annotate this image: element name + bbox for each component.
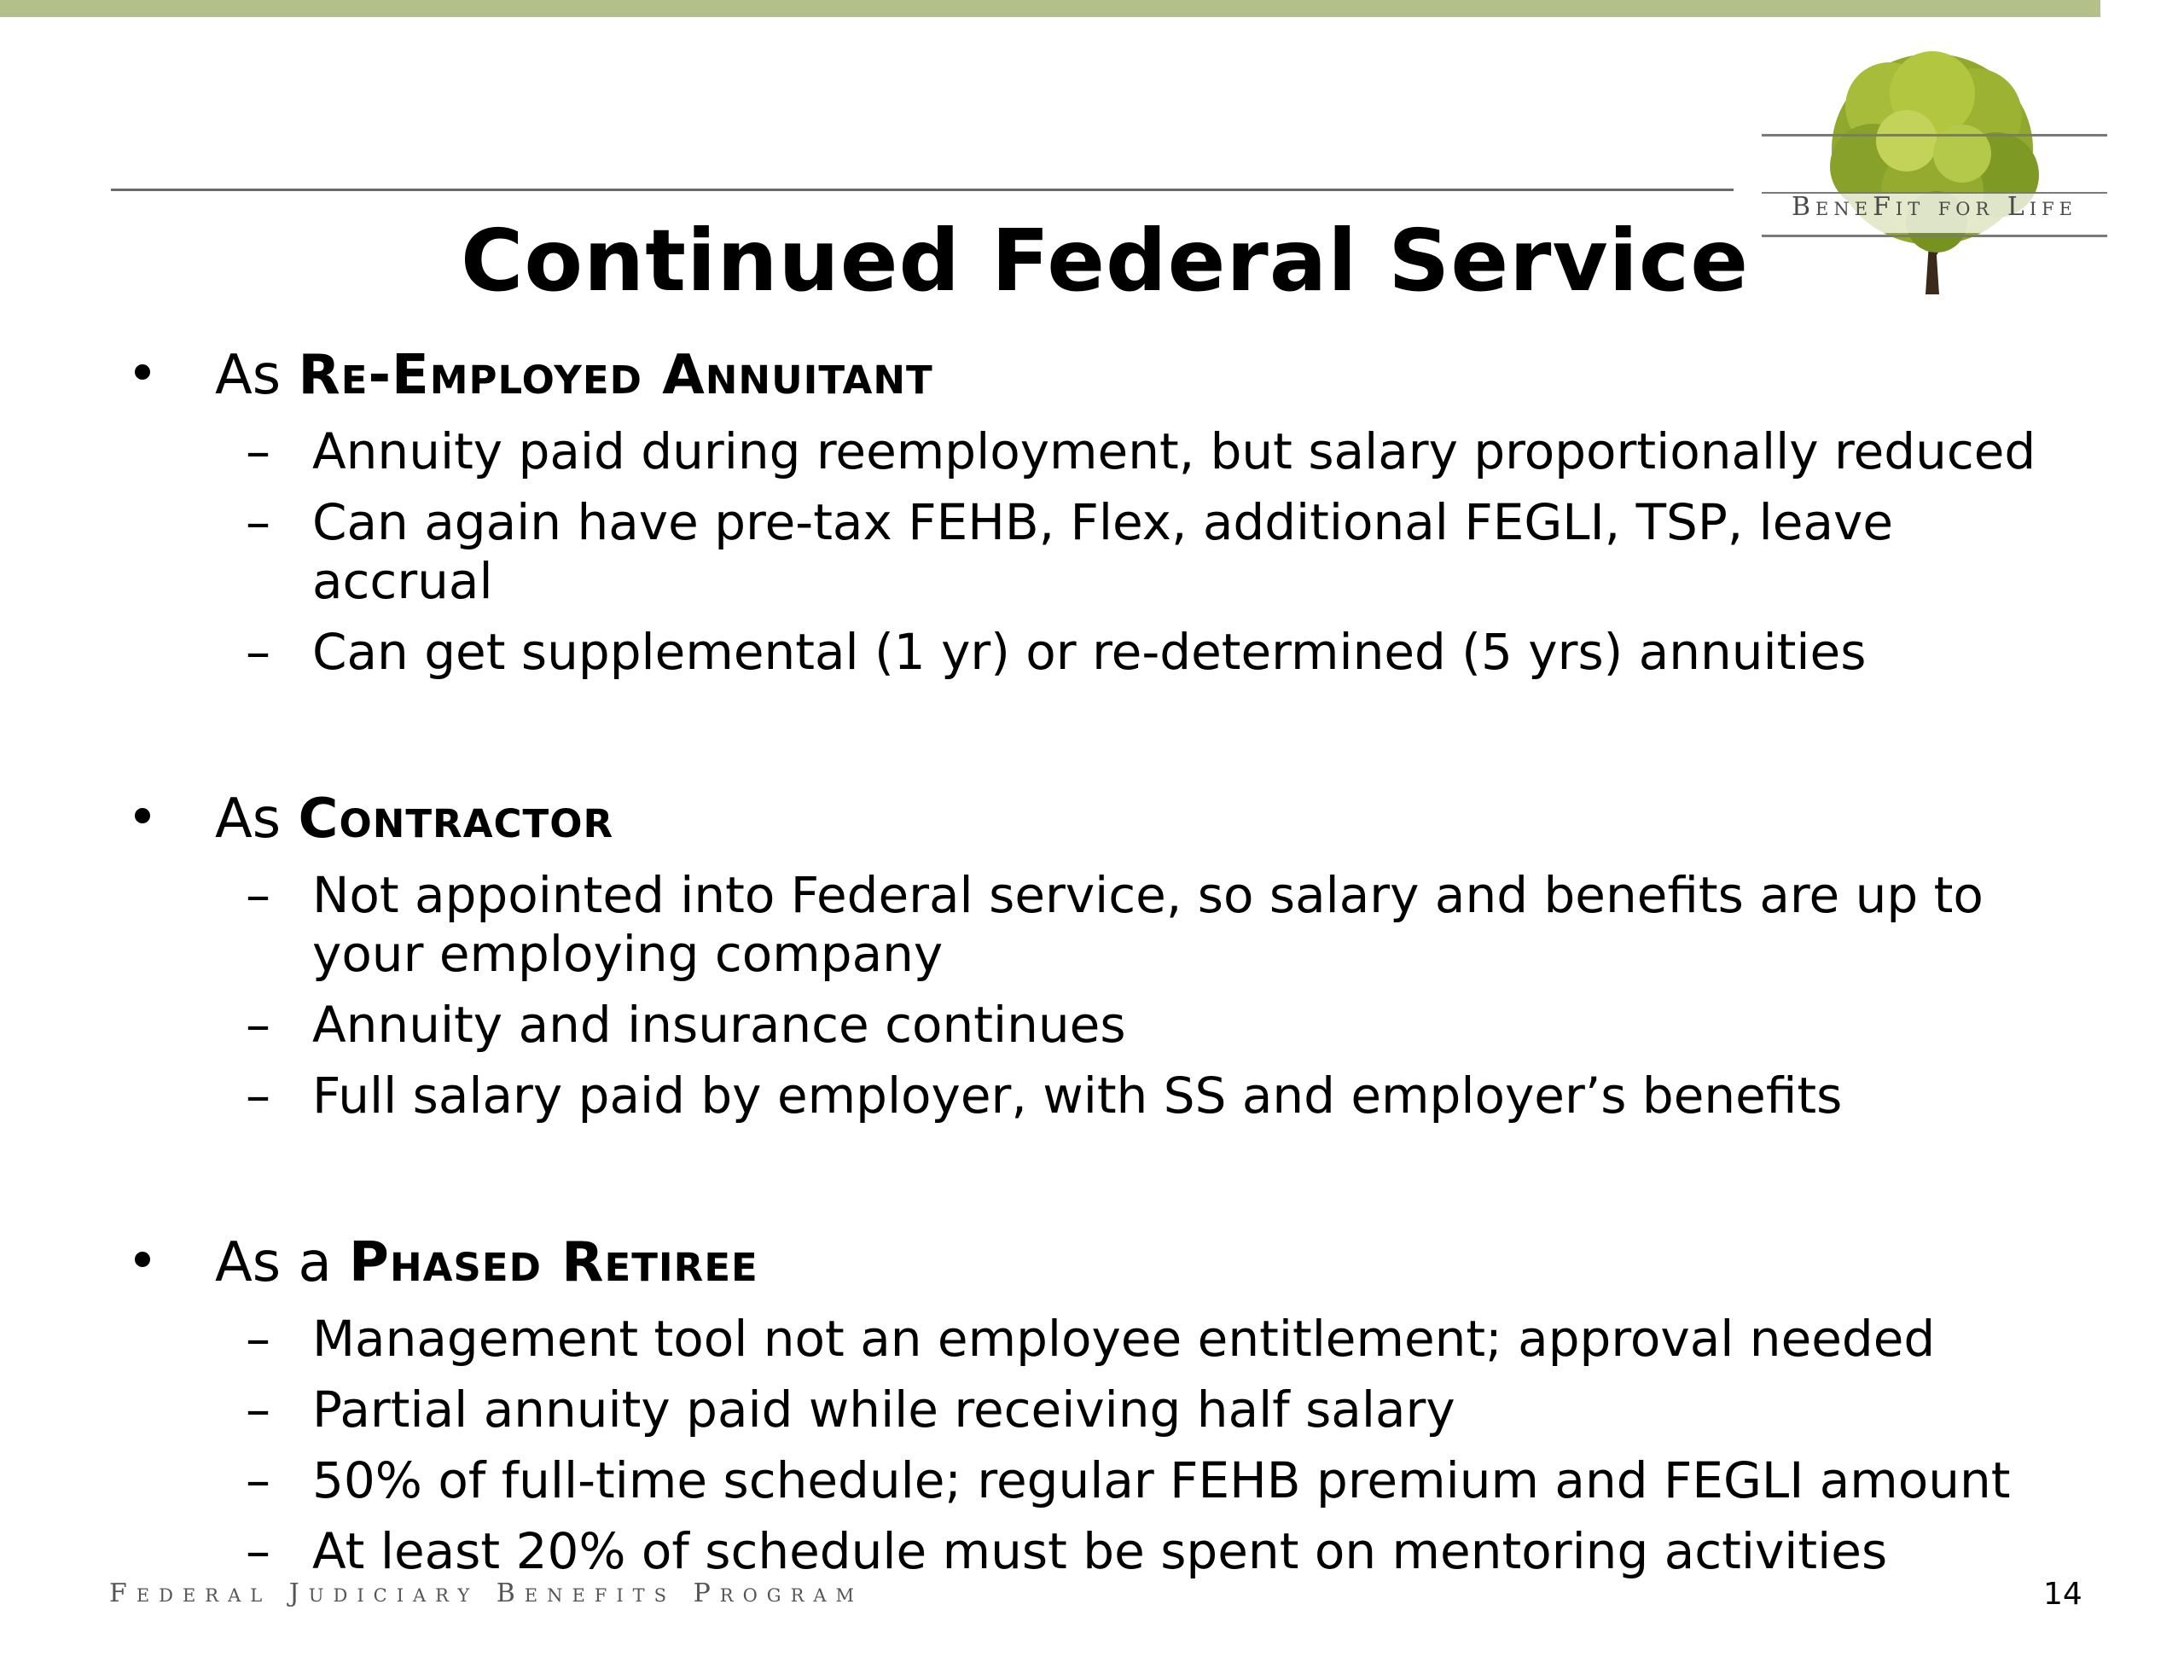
- list-item-text: Partial annuity paid while receiving half salary: [312, 1381, 1455, 1439]
- list-item-text: Can get supplemental (1 yr) or re-determined (5 yrs) annuities: [312, 623, 1867, 681]
- list-item: [0, 1381, 2053, 1439]
- list-item-text: 50% of full-time schedule; regular FEHB premium and FEGLI amount: [312, 1451, 2011, 1509]
- bullet-row: [0, 1224, 2099, 1310]
- page-number: 14: [2043, 1577, 2082, 1612]
- dash-icon: –: [246, 422, 270, 480]
- dash-icon: –: [246, 1451, 270, 1509]
- bullet-row: [0, 781, 2099, 866]
- bullet-lead: As a: [215, 1231, 332, 1294]
- footer-program-name: Federal Judiciary Benefits Program: [109, 1578, 864, 1608]
- top-accent-bar: [0, 0, 2100, 17]
- section-contractor: [0, 781, 2099, 1125]
- dash-icon: –: [246, 866, 270, 924]
- sub-list: [0, 422, 2099, 682]
- list-item: [0, 1067, 2053, 1125]
- list-item-text: Annuity and insurance continues: [312, 996, 1126, 1054]
- bullet-dot-icon: [135, 808, 150, 823]
- dash-icon: –: [246, 1381, 270, 1439]
- dash-icon: –: [246, 493, 270, 551]
- bullet-bold: Contractor: [298, 788, 614, 851]
- bullet-dot-icon: [135, 1252, 150, 1267]
- bullet-bold: Phased Retiree: [349, 1231, 758, 1294]
- bullet-bold: Re-Employed Annuitant: [298, 344, 933, 407]
- list-item-text: Can again have pre-tax FEHB, Flex, additional FEGLI, TSP, leave accrual: [312, 493, 1894, 610]
- list-item: [0, 623, 2053, 682]
- section-phased-retiree: [0, 1224, 2099, 1581]
- list-item: [0, 422, 2053, 481]
- list-item: [0, 1310, 2053, 1369]
- list-item-text: Full salary paid by employer, with SS and employer’s benefits: [312, 1067, 1843, 1125]
- sub-list: [0, 866, 2099, 1125]
- slide-title: Continued Federal Service: [460, 211, 1750, 311]
- bullet-dot-icon: [135, 364, 150, 380]
- bullet-heading: [215, 781, 613, 857]
- sub-list: [0, 1310, 2099, 1581]
- bullet-lead: As: [215, 344, 282, 407]
- dash-icon: –: [246, 1522, 270, 1580]
- list-item: [0, 493, 2053, 611]
- bullet-row: [0, 337, 2099, 422]
- list-item-text: Annuity paid during reemployment, but salary proportionally reduced: [312, 422, 2036, 480]
- list-item-text: At least 20% of schedule must be spent on mentoring activities: [312, 1522, 1888, 1580]
- list-item: [0, 1451, 2053, 1510]
- title-rule: [111, 189, 1734, 191]
- dash-icon: –: [246, 623, 270, 681]
- dash-icon: –: [246, 1310, 270, 1368]
- slide-content: [0, 337, 2099, 1680]
- list-item: [0, 996, 2053, 1055]
- dash-icon: –: [246, 1067, 270, 1125]
- bullet-lead: As: [215, 788, 282, 851]
- list-item-text: Management tool not an employee entitlement; approval needed: [312, 1310, 1936, 1368]
- section-re-employed-annuitant: [0, 337, 2099, 682]
- list-item: [0, 866, 2053, 984]
- logo-text: BeneFit for Life: [1792, 192, 2077, 222]
- dash-icon: –: [246, 996, 270, 1054]
- list-item: [0, 1522, 2053, 1581]
- list-item-text: Not appointed into Federal service, so salary and benefits are up to your employing company: [312, 866, 1984, 983]
- bullet-heading: [215, 337, 933, 414]
- bullet-heading: [215, 1224, 758, 1301]
